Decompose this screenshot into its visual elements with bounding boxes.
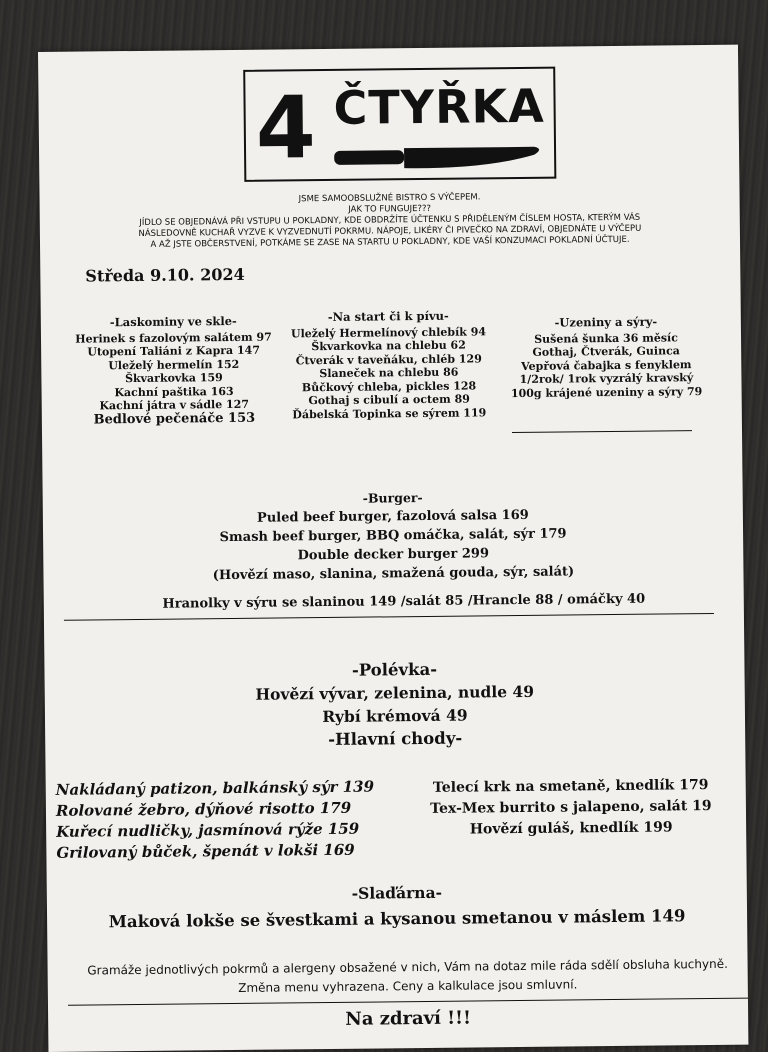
menu-item: Rybí krémová 49 bbox=[322, 705, 468, 727]
intro-text bbox=[70, 190, 711, 252]
menu-sheet bbox=[38, 45, 748, 1052]
mains-left-column bbox=[55, 777, 375, 864]
menu-item: Gothaj s cibulí a octem 89 bbox=[308, 392, 470, 408]
section-uzeniny bbox=[501, 315, 712, 400]
footer-note bbox=[68, 955, 748, 1000]
menu-item: Gothaj, Čtverák, Guinca bbox=[532, 344, 680, 359]
menu-item: Bedlové pečenáče 153 bbox=[93, 410, 256, 427]
menu-item: Tex-Mex burrito s jalapeno, salát 19 bbox=[430, 797, 712, 817]
footer-line: Gramáže jednotlivých pokrmů a alergeny obsažené v nich, Vám na dotaz mile ráda sdělí obsluha kuchyně. bbox=[87, 956, 728, 978]
menu-item: Škvarkovka na chlebu 62 bbox=[311, 338, 466, 354]
menu-item: Sušená šunka 36 měsíc bbox=[534, 330, 678, 346]
divider bbox=[512, 430, 692, 433]
menu-item: Double decker burger 299 bbox=[297, 546, 490, 564]
menu-item: Telecí krk na smetaně, knedlík 179 bbox=[432, 777, 709, 796]
menu-item: Rolované žebro, dýňové risotto 179 bbox=[55, 798, 352, 820]
section-title: -Slaďárna- bbox=[351, 882, 443, 903]
menu-item: Puled beef burger, fazolová salsa 169 bbox=[256, 507, 529, 526]
menu-item: Škvarkovka 159 bbox=[124, 371, 223, 386]
menu-date: Středa 9.10. 2024 bbox=[85, 264, 245, 286]
menu-item: Ďábelská Topinka se sýrem 119 bbox=[292, 405, 487, 421]
section-title: -Uzeniny a sýry- bbox=[554, 314, 658, 330]
menu-item: Kachní játra v sádle 127 bbox=[99, 397, 250, 413]
section-title: -Polévka- bbox=[351, 659, 438, 680]
section-dessert bbox=[87, 877, 708, 935]
fries-line: Hranolky v sýru se slaninou 149 /salát 85 /Hrancle 88 / omáčky 40 bbox=[162, 591, 646, 612]
section-soup bbox=[194, 656, 595, 752]
intro-line: JAK TO FUNGUJE??? bbox=[348, 203, 432, 215]
section-laskominy bbox=[71, 315, 277, 427]
menu-item: Maková lokše se švestkami a kysanou smetanou v máslem 149 bbox=[108, 906, 686, 932]
menu-item: Kachní paštika 163 bbox=[114, 384, 234, 399]
menu-item: Uleželý Hermelínový chlebík 94 bbox=[290, 324, 487, 340]
logo bbox=[243, 67, 556, 182]
divider bbox=[68, 998, 748, 1006]
menu-item: Kuřecí nudličky, jasmínová rýže 159 bbox=[56, 819, 360, 841]
menu-item: Uleželý hermelín 152 bbox=[108, 357, 240, 372]
menu-item: Nakládaný patizon, balkánský sýr 139 bbox=[55, 777, 375, 799]
intro-line: NÁSLEDOVNĚ KUCHAŘ VYZVE K VYZVEDNUTÍ POKRMU. NÁPOJE, LIKÉRY ČI PIVEČKO NA ZDRAVÍ, OBJEDNÁTE U VÝČEPU bbox=[138, 223, 642, 239]
footer-line: Změna menu vyhrazena. Ceny a kalkulace jsou smluvní. bbox=[238, 977, 578, 995]
menu-item: Čtverák v taveňáku, chléb 129 bbox=[295, 351, 482, 367]
menu-item: (Hovězí maso, slanina, smažená gouda, sýr, salát) bbox=[212, 564, 575, 584]
divider bbox=[64, 613, 714, 621]
knife-icon bbox=[334, 141, 544, 173]
intro-line: JÍDLO SE OBJEDNÁVÁ PŘI VSTUPU U POKLADNY, KDE OBDRŽÍTE ÚČTENKU S PŘIDĚLENÝM ČÍSLEM HOSTA, KTERÝM VÁS bbox=[139, 212, 641, 228]
intro-line: A AŽ JSTE OBČERSTVENÍ, POTKÁME SE ZASE NA STARTU U POKLADNY, KDE VAŠÍ KONZUMACI POKLADNÍ ÚČTUJE. bbox=[150, 234, 630, 250]
menu-item: Herinek s fazolovým salátem 97 bbox=[75, 330, 272, 346]
cut-off-text: Na zdraví !!! bbox=[345, 1007, 472, 1030]
menu-item: Slaneček na chlebu 86 bbox=[319, 365, 459, 381]
menu-item: Bůčkový chleba, pickles 128 bbox=[301, 378, 477, 394]
intro-line: JSME SAMOOBSLUŽNÉ BISTRO S VÝČEPEM. bbox=[298, 192, 481, 205]
menu-item: Grilovaný bůček, špenát v lokši 169 bbox=[56, 840, 355, 862]
menu-item: Hovězí vývar, zelenina, nudle 49 bbox=[255, 681, 535, 704]
section-title: -Na start či k pívu- bbox=[327, 308, 449, 324]
menu-item: 100g krájené uzeniny a sýry 79 bbox=[510, 384, 703, 400]
section-start bbox=[281, 309, 497, 421]
section-title: -Hlavní chody- bbox=[328, 728, 463, 749]
section-title: -Laskominy ve skle- bbox=[109, 313, 237, 330]
menu-item: Hovězí guláš, knedlík 199 bbox=[469, 819, 673, 838]
menu-item: Smash beef burger, BBQ omáčka, salát, sýr 179 bbox=[219, 526, 567, 546]
mains-right-column bbox=[416, 775, 727, 841]
section-title: -Burger- bbox=[362, 489, 423, 506]
menu-item: 1/2rok/ 1rok vyzrálý kravský bbox=[519, 371, 694, 386]
logo-name: ČTYŘKA bbox=[333, 78, 545, 135]
logo-number: 4 bbox=[255, 78, 317, 179]
menu-item: Vepřová čabajka s fenyklem bbox=[520, 357, 692, 373]
section-burger bbox=[173, 486, 614, 586]
menu-item: Utopení Taliáni z Kapra 147 bbox=[87, 343, 261, 359]
